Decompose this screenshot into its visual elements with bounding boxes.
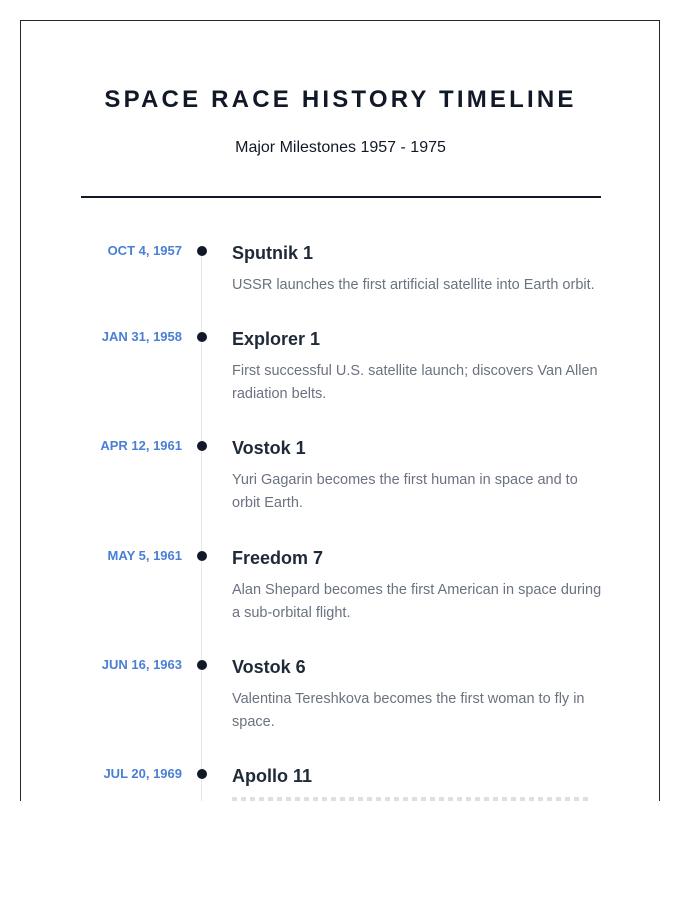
event-date: APR 12, 1961 — [100, 438, 182, 453]
page-subtitle: Major Milestones 1957 - 1975 — [235, 139, 446, 156]
event-title: Freedom 7 — [232, 548, 324, 568]
event-description: First successful U.S. satellite launch; discovers Van Allen radiation belts. — [232, 363, 598, 402]
timeline-dot-icon — [197, 332, 207, 342]
header-divider — [81, 196, 601, 198]
event-title: Explorer 1 — [232, 329, 321, 349]
clipped-text-line — [232, 797, 588, 801]
timeline-dot-icon — [197, 246, 207, 256]
event-date: JAN 31, 1958 — [101, 329, 182, 344]
timeline-dot-icon — [197, 769, 207, 779]
event-description-clipped — [232, 797, 604, 801]
event-title: Sputnik 1 — [232, 243, 314, 263]
event-date: JUL 20, 1969 — [103, 766, 182, 781]
event-date: OCT 4, 1957 — [107, 243, 182, 258]
event-description: USSR launches the first artificial satellite into Earth orbit. — [232, 277, 595, 293]
event-date: JUN 16, 1963 — [101, 657, 182, 672]
timeline-dot-icon — [197, 660, 207, 670]
event-title: Vostok 6 — [232, 657, 306, 677]
event-title: Vostok 1 — [232, 438, 306, 458]
event-description: Valentina Tereshkova becomes the first woman to fly in space. — [232, 691, 585, 730]
event-title: Apollo 11 — [232, 766, 313, 786]
event-description: Yuri Gagarin becomes the first human in space and to orbit Earth. — [232, 472, 578, 511]
timeline-dot-icon — [197, 551, 207, 561]
event-description: Alan Shepard becomes the first American in space during a sub-orbital flight. — [232, 582, 602, 621]
page-title: SPACE RACE HISTORY TIMELINE — [104, 86, 577, 113]
timeline-dot-icon — [197, 441, 207, 451]
event-date: MAY 5, 1961 — [107, 548, 182, 563]
